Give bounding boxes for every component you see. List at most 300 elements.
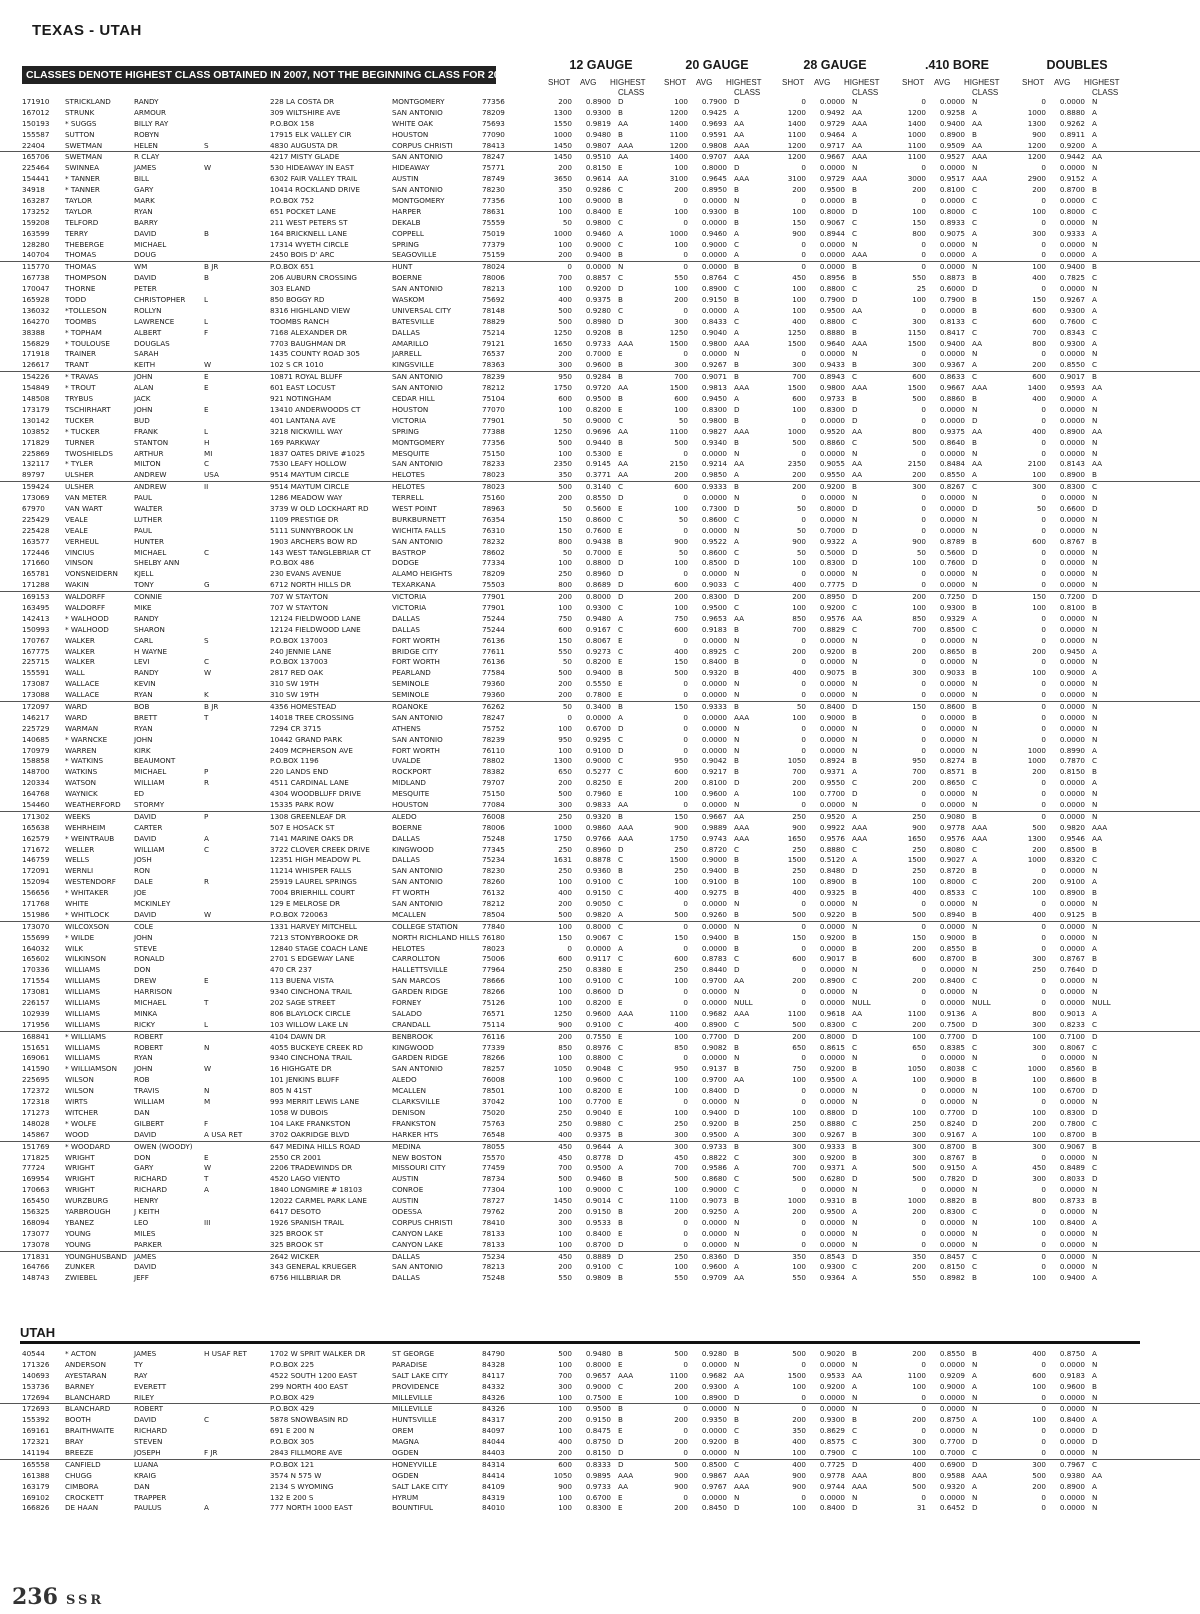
table-row xyxy=(0,372,1200,383)
g20-class: N xyxy=(734,1404,740,1414)
table-row xyxy=(0,625,1200,636)
g410-shot: 0 xyxy=(921,1392,926,1402)
first-name: BRETT xyxy=(134,712,158,722)
g20-shot: 0 xyxy=(683,921,688,931)
g410-shot: 3000 xyxy=(907,174,926,184)
dbl-class: C xyxy=(1092,1163,1098,1173)
address: 6712 NORTH HILLS DR xyxy=(270,580,352,590)
g410-class: A xyxy=(972,250,977,260)
dbl-shot: 0 xyxy=(1041,250,1046,260)
g410-class: AAA xyxy=(972,822,988,832)
g12-shot: 100 xyxy=(558,196,572,206)
g410-shot: 100 xyxy=(912,602,926,612)
table-row xyxy=(0,614,1200,625)
table-row xyxy=(0,218,1200,229)
address: 1308 GREENLEAF DR xyxy=(270,811,347,821)
g410-class: C xyxy=(972,1042,978,1052)
g20-class: A xyxy=(734,327,739,337)
g410-class: A xyxy=(972,1415,977,1425)
g12-shot: 0 xyxy=(567,262,572,272)
table-row xyxy=(0,1437,1200,1448)
g20-avg: 0.0000 xyxy=(701,921,727,931)
zip: 78963 xyxy=(482,503,505,513)
g20-shot: 600 xyxy=(674,624,688,634)
first-name: JOSH xyxy=(134,855,152,865)
dbl-class: C xyxy=(1092,273,1098,283)
first-name: KJELL xyxy=(134,569,154,579)
dbl-shot: 100 xyxy=(1032,206,1046,216)
g28-avg: 0.9500 xyxy=(819,305,845,315)
g28-class: B xyxy=(852,909,857,919)
last-name: ANDERSON xyxy=(65,1359,106,1369)
last-name: BLANCHARD xyxy=(65,1404,111,1414)
g12-shot: 500 xyxy=(558,789,572,799)
city: HELOTES xyxy=(392,943,425,953)
g20-shot: 0 xyxy=(683,712,688,722)
g410-avg: 0.9258 xyxy=(939,107,965,117)
zip: 84044 xyxy=(482,1437,505,1447)
g28-class: N xyxy=(852,163,858,173)
table-row xyxy=(0,1043,1200,1054)
dbl-avg: 0.0000 xyxy=(1059,943,1085,953)
g12-class: E xyxy=(618,448,623,458)
middle: F xyxy=(204,1118,209,1128)
g12-shot: 100 xyxy=(558,239,572,249)
g410-shot: 550 xyxy=(912,273,926,283)
g410-class: N xyxy=(972,690,978,700)
dbl-class: N xyxy=(1092,569,1098,579)
first-name: J KEITH xyxy=(134,1206,160,1216)
member-number: 173252 xyxy=(22,206,50,216)
city: WASKOM xyxy=(392,295,425,305)
member-number: 172321 xyxy=(22,1437,50,1447)
g410-shot: 100 xyxy=(912,1031,926,1041)
g20-avg: 0.9682 xyxy=(701,1008,727,1018)
g410-avg: 0.0000 xyxy=(939,1053,965,1063)
last-name: WELLER xyxy=(65,844,95,854)
dbl-class: AAA xyxy=(1092,822,1108,832)
address: 1435 COUNTY ROAD 305 xyxy=(270,349,360,359)
middle: E xyxy=(204,404,209,414)
table-row xyxy=(0,679,1200,690)
g20-shot: 0 xyxy=(683,349,688,359)
g20-avg: 0.7900 xyxy=(701,97,727,106)
city: ROANOKE xyxy=(392,701,428,711)
g12-avg: 0.8000 xyxy=(585,592,611,602)
dbl-shot: 250 xyxy=(1032,965,1046,975)
g20-shot: 0 xyxy=(683,635,688,645)
dbl-shot: 100 xyxy=(1032,888,1046,898)
g28-shot: 0 xyxy=(801,239,806,249)
g28-shot: 0 xyxy=(801,1404,806,1414)
member-number: 172318 xyxy=(22,1097,50,1107)
last-name: * WEINTRAUB xyxy=(65,833,115,843)
address: 1286 MEADOW WAY xyxy=(270,493,343,503)
dbl-avg: 0.8990 xyxy=(1059,745,1085,755)
g410-avg: 0.0000 xyxy=(939,800,965,809)
dbl-avg: 0.9820 xyxy=(1059,822,1085,832)
address: 2450 BOIS D' ARC xyxy=(270,250,335,260)
g410-avg: 0.8550 xyxy=(939,1349,965,1358)
g12-avg: 0.9533 xyxy=(585,1217,611,1227)
g20-shot: 100 xyxy=(674,1107,688,1117)
g12-class: B xyxy=(618,1129,623,1139)
class-note-banner: CLASSES DENOTE HIGHEST CLASS OBTAINED IN 2007, NOT THE BEGINNING CLASS FOR 2008. xyxy=(22,66,496,84)
g20-avg: 0.8720 xyxy=(701,844,727,854)
dbl-class: A xyxy=(1092,140,1097,150)
g12-class: AA xyxy=(618,470,629,480)
g20-class: A xyxy=(734,789,739,799)
g410-class: D xyxy=(972,503,978,513)
last-name: * TANNER xyxy=(65,185,100,195)
g12-avg: 0.9150 xyxy=(585,1415,611,1425)
first-name: JEFF xyxy=(134,1273,149,1283)
g12-avg: 0.9480 xyxy=(585,1349,611,1358)
middle: C xyxy=(204,657,210,667)
dbl-class: N xyxy=(1092,239,1098,249)
g410-avg: 0.0000 xyxy=(939,1097,965,1107)
dbl-shot: 400 xyxy=(1032,909,1046,919)
g410-shot: 800 xyxy=(912,426,926,436)
g410-shot: 500 xyxy=(912,437,926,447)
middle: L xyxy=(204,316,209,326)
g410-shot: 0 xyxy=(921,1053,926,1063)
last-name: BREEZE xyxy=(65,1448,94,1458)
dbl-class: B xyxy=(1092,844,1097,854)
g410-shot: 200 xyxy=(912,646,926,656)
g20-class: AAA xyxy=(734,833,750,843)
g410-avg: 0.8267 xyxy=(939,482,965,492)
g28-shot: 0 xyxy=(801,899,806,909)
g20-shot: 0 xyxy=(683,569,688,579)
g12-class: AAA xyxy=(618,1370,634,1380)
g20-class: A xyxy=(734,394,739,404)
zip: 75248 xyxy=(482,1273,505,1283)
dbl-avg: 0.0000 xyxy=(1059,899,1085,909)
address: 1702 W SPRIT WALKER DR xyxy=(270,1349,366,1358)
member-number: 148743 xyxy=(22,1273,50,1283)
table-row xyxy=(0,767,1200,778)
g12-shot: 1050 xyxy=(553,1470,572,1480)
g12-shot: 150 xyxy=(558,635,572,645)
address: 211 WEST PETERS ST xyxy=(270,217,348,227)
last-name: WAKIN xyxy=(65,580,89,590)
city: DALLAS xyxy=(392,327,420,337)
member-number: 165781 xyxy=(22,569,50,579)
first-name: GARY xyxy=(134,1163,154,1173)
last-name: CIMBORA xyxy=(65,1481,99,1491)
g20-class: N xyxy=(734,349,740,359)
last-name: ULSHER xyxy=(65,470,94,480)
middle: W xyxy=(204,1163,212,1173)
dbl-shot: 900 xyxy=(1032,129,1046,139)
address: 220 LANDS END xyxy=(270,767,329,777)
g12-class: E xyxy=(618,163,623,173)
g20-avg: 0.9586 xyxy=(701,1163,727,1173)
zip: 75214 xyxy=(482,327,505,337)
g12-class: B xyxy=(618,129,623,139)
dbl-shot: 400 xyxy=(1032,394,1046,404)
g12-avg: 0.9273 xyxy=(585,646,611,656)
dbl-class: N xyxy=(1092,613,1098,623)
table-row xyxy=(0,349,1200,360)
member-number: 225729 xyxy=(22,723,50,733)
zip: 77901 xyxy=(482,602,505,612)
g28-class: AAA xyxy=(852,383,868,393)
middle: P xyxy=(204,811,209,821)
g12-class: B xyxy=(618,107,623,117)
last-name: WHITE xyxy=(65,899,89,909)
g28-class: B xyxy=(852,877,857,887)
g410-avg: 0.8767 xyxy=(939,1152,965,1162)
table-row xyxy=(0,910,1200,922)
first-name: RYAN xyxy=(134,1053,153,1063)
zip: 75244 xyxy=(482,624,505,634)
city: SAN MARCOS xyxy=(392,976,441,986)
g12-class: C xyxy=(618,1185,624,1195)
member-number: 173069 xyxy=(22,493,50,503)
g12-avg: 0.9860 xyxy=(585,822,611,832)
dbl-shot: 800 xyxy=(1032,1196,1046,1206)
dbl-shot: 200 xyxy=(1032,360,1046,370)
table-row xyxy=(0,746,1200,757)
g20-class: D xyxy=(734,558,740,568)
g28-class: N xyxy=(852,1228,858,1238)
member-number: 163179 xyxy=(22,1481,50,1491)
g20-shot: 550 xyxy=(674,273,688,283)
g410-shot: 0 xyxy=(921,1492,926,1502)
member-number: 171768 xyxy=(22,899,50,909)
dbl-shot: 0 xyxy=(1041,998,1046,1008)
g12-avg: 0.8380 xyxy=(585,965,611,975)
g410-shot: 0 xyxy=(921,525,926,535)
dbl-class: A xyxy=(1092,228,1097,238)
middle: S xyxy=(204,140,209,150)
table-row xyxy=(0,668,1200,679)
first-name: DAVID xyxy=(134,811,157,821)
g20-shot: 200 xyxy=(674,592,688,602)
g28-avg: 0.8829 xyxy=(819,624,845,634)
g12-avg: 0.9614 xyxy=(585,174,611,184)
zip: 78410 xyxy=(482,1217,505,1227)
g410-class: NULL xyxy=(972,998,991,1008)
member-number: 167012 xyxy=(22,107,50,117)
address: 14018 TREE CROSSING xyxy=(270,712,354,722)
member-number: 164766 xyxy=(22,1262,50,1272)
g410-class: C xyxy=(972,196,978,206)
dbl-avg: 0.0000 xyxy=(1059,250,1085,260)
g28-class: A xyxy=(852,1273,857,1283)
g20-shot: 100 xyxy=(674,503,688,513)
address: 17915 ELK VALLEY CIR xyxy=(270,129,352,139)
g28-avg: 0.9733 xyxy=(819,394,845,404)
zip: 84326 xyxy=(482,1392,505,1402)
city: CRANDALL xyxy=(392,1019,431,1029)
g20-class: C xyxy=(734,646,740,656)
g410-avg: 0.7600 xyxy=(939,558,965,568)
g12-shot: 100 xyxy=(558,998,572,1008)
g12-class: A xyxy=(618,712,623,722)
first-name: DAVID xyxy=(134,273,157,283)
member-number: 154849 xyxy=(22,383,50,393)
first-name: BILL xyxy=(134,174,150,184)
last-name: WEHRHEIM xyxy=(65,822,106,832)
address: 2550 CR 2001 xyxy=(270,1152,322,1162)
dbl-shot: 0 xyxy=(1041,493,1046,503)
g12-class: A xyxy=(618,613,623,623)
g12-class: E xyxy=(618,525,623,535)
g28-shot: 0 xyxy=(801,196,806,206)
g410-shot: 0 xyxy=(921,1228,926,1238)
member-number: 103852 xyxy=(22,426,50,436)
first-name: ED xyxy=(134,789,145,799)
g12-shot: 250 xyxy=(558,866,572,876)
g20-class: B xyxy=(734,866,739,876)
g20-shot: 0 xyxy=(683,899,688,909)
first-name: BILLY RAY xyxy=(134,118,169,128)
table-row xyxy=(0,812,1200,823)
dbl-shot: 0 xyxy=(1041,1437,1046,1447)
g28-avg: 0.0000 xyxy=(819,1228,845,1238)
g20-class: B xyxy=(734,624,739,634)
middle: F JR xyxy=(204,1448,218,1458)
city: CORPUS CHRISTI xyxy=(392,140,453,150)
zip: 75503 xyxy=(482,580,505,590)
g20-avg: 0.0000 xyxy=(701,448,727,458)
g20-avg: 0.9267 xyxy=(701,360,727,370)
g20-class: D xyxy=(734,965,740,975)
g12-shot: 700 xyxy=(558,273,572,283)
g410-shot: 200 xyxy=(912,1415,926,1425)
city: PARADISE xyxy=(392,1359,428,1369)
dbl-avg: 0.8733 xyxy=(1059,1196,1085,1206)
g12-avg: 0.9800 xyxy=(585,217,611,227)
g28-class: N xyxy=(852,745,858,755)
dbl-class: NULL xyxy=(1092,998,1111,1008)
g12-avg: 0.9100 xyxy=(585,976,611,986)
middle: A xyxy=(204,833,209,843)
g410-avg: 0.9300 xyxy=(939,602,965,612)
g28-avg: 0.8880 xyxy=(819,327,845,337)
dbl-avg: 0.0000 xyxy=(1059,1437,1085,1447)
table-row xyxy=(0,250,1200,262)
dbl-class: N xyxy=(1092,514,1098,524)
member-number: 173087 xyxy=(22,679,50,689)
g12-shot: 100 xyxy=(558,448,572,458)
g12-avg: 0.9067 xyxy=(585,932,611,942)
dbl-shot: 0 xyxy=(1041,1251,1046,1261)
g20-shot: 0 xyxy=(683,217,688,227)
g20-avg: 0.9400 xyxy=(701,932,727,942)
g410-avg: 0.9400 xyxy=(939,338,965,348)
g20-avg: 0.0000 xyxy=(701,1053,727,1063)
g20-shot: 0 xyxy=(683,1228,688,1238)
g410-avg: 0.0000 xyxy=(939,525,965,535)
member-number: 151986 xyxy=(22,909,50,919)
address: 13410 ANDERWOODS CT xyxy=(270,404,361,414)
address: 707 W STAYTON xyxy=(270,602,328,612)
zip: 77840 xyxy=(482,921,505,931)
g28-avg: 0.8956 xyxy=(819,273,845,283)
g28-class: NULL xyxy=(852,998,871,1008)
g20-avg: 0.9808 xyxy=(701,140,727,150)
page-footer xyxy=(12,1584,104,1610)
member-number: 171829 xyxy=(22,437,50,447)
dbl-avg: 0.0000 xyxy=(1059,778,1085,788)
g12-avg: 0.9833 xyxy=(585,800,611,809)
city: MAGNA xyxy=(392,1437,419,1447)
g12-shot: 100 xyxy=(558,1392,572,1402)
g28-class: C xyxy=(852,437,858,447)
g12-avg: 0.8857 xyxy=(585,273,611,283)
g410-shot: 0 xyxy=(921,262,926,272)
dbl-class: N xyxy=(1092,1262,1098,1272)
address: 2642 WICKER xyxy=(270,1251,320,1261)
g28-avg: 0.0000 xyxy=(819,1239,845,1249)
g410-avg: 0.8550 xyxy=(939,943,965,953)
g12-class: D xyxy=(618,284,624,294)
g410-shot: 1500 xyxy=(907,338,926,348)
city: HUNT xyxy=(392,262,413,272)
city: MEDINA xyxy=(392,1141,421,1151)
dbl-avg: 0.0000 xyxy=(1059,1239,1085,1249)
g12-avg: 0.9696 xyxy=(585,426,611,436)
g20-avg: 0.9000 xyxy=(701,239,727,249)
dbl-class: N xyxy=(1092,701,1098,711)
g12-avg: 0.9644 xyxy=(585,1141,611,1151)
g28-shot: 300 xyxy=(792,1152,806,1162)
g410-avg: 0.9367 xyxy=(939,360,965,370)
g28-shot: 0 xyxy=(801,635,806,645)
g410-shot: 300 xyxy=(912,1141,926,1151)
dbl-class: B xyxy=(1092,1064,1097,1074)
g20-avg: 0.9400 xyxy=(701,1107,727,1117)
city: HARPER xyxy=(392,206,422,216)
last-name: * TOULOUSE xyxy=(65,338,110,348)
city: CORPUS CHRISTI xyxy=(392,1217,453,1227)
g28-shot: 200 xyxy=(792,185,806,195)
dbl-avg: 0.8900 xyxy=(1059,1481,1085,1491)
g12-shot: 300 xyxy=(558,1217,572,1227)
g20-avg: 0.8500 xyxy=(701,558,727,568)
last-name: * TANNER xyxy=(65,174,100,184)
city: PEARLAND xyxy=(392,668,431,678)
g28-avg: 0.9200 xyxy=(819,646,845,656)
first-name: GILBERT xyxy=(134,1118,165,1128)
g28-avg: 0.9322 xyxy=(819,536,845,546)
g28-shot: 100 xyxy=(792,305,806,315)
g20-avg: 0.9733 xyxy=(701,1141,727,1151)
address: 6417 DESOTO xyxy=(270,1206,321,1216)
dbl-avg: 0.0000 xyxy=(1059,624,1085,634)
zip: 78749 xyxy=(482,174,505,184)
zip: 79121 xyxy=(482,338,505,348)
dbl-avg: 0.9067 xyxy=(1059,1141,1085,1151)
dbl-class: N xyxy=(1092,1503,1098,1513)
g28-class: AAA xyxy=(852,833,868,843)
gauge-heading-20: 20 GAUGE xyxy=(685,58,749,72)
g28-shot: 0 xyxy=(801,1053,806,1063)
g20-class: B xyxy=(734,1042,739,1052)
address: 4217 MISTY GLADE xyxy=(270,152,340,162)
g12-avg: 0.9284 xyxy=(585,372,611,382)
g20-shot: 450 xyxy=(674,1152,688,1162)
first-name: STEVE xyxy=(134,943,157,953)
shot-label: SHOT xyxy=(902,78,925,87)
g12-avg: 0.9809 xyxy=(585,1273,611,1283)
g28-avg: 0.0000 xyxy=(819,239,845,249)
g12-shot: 3650 xyxy=(553,174,572,184)
